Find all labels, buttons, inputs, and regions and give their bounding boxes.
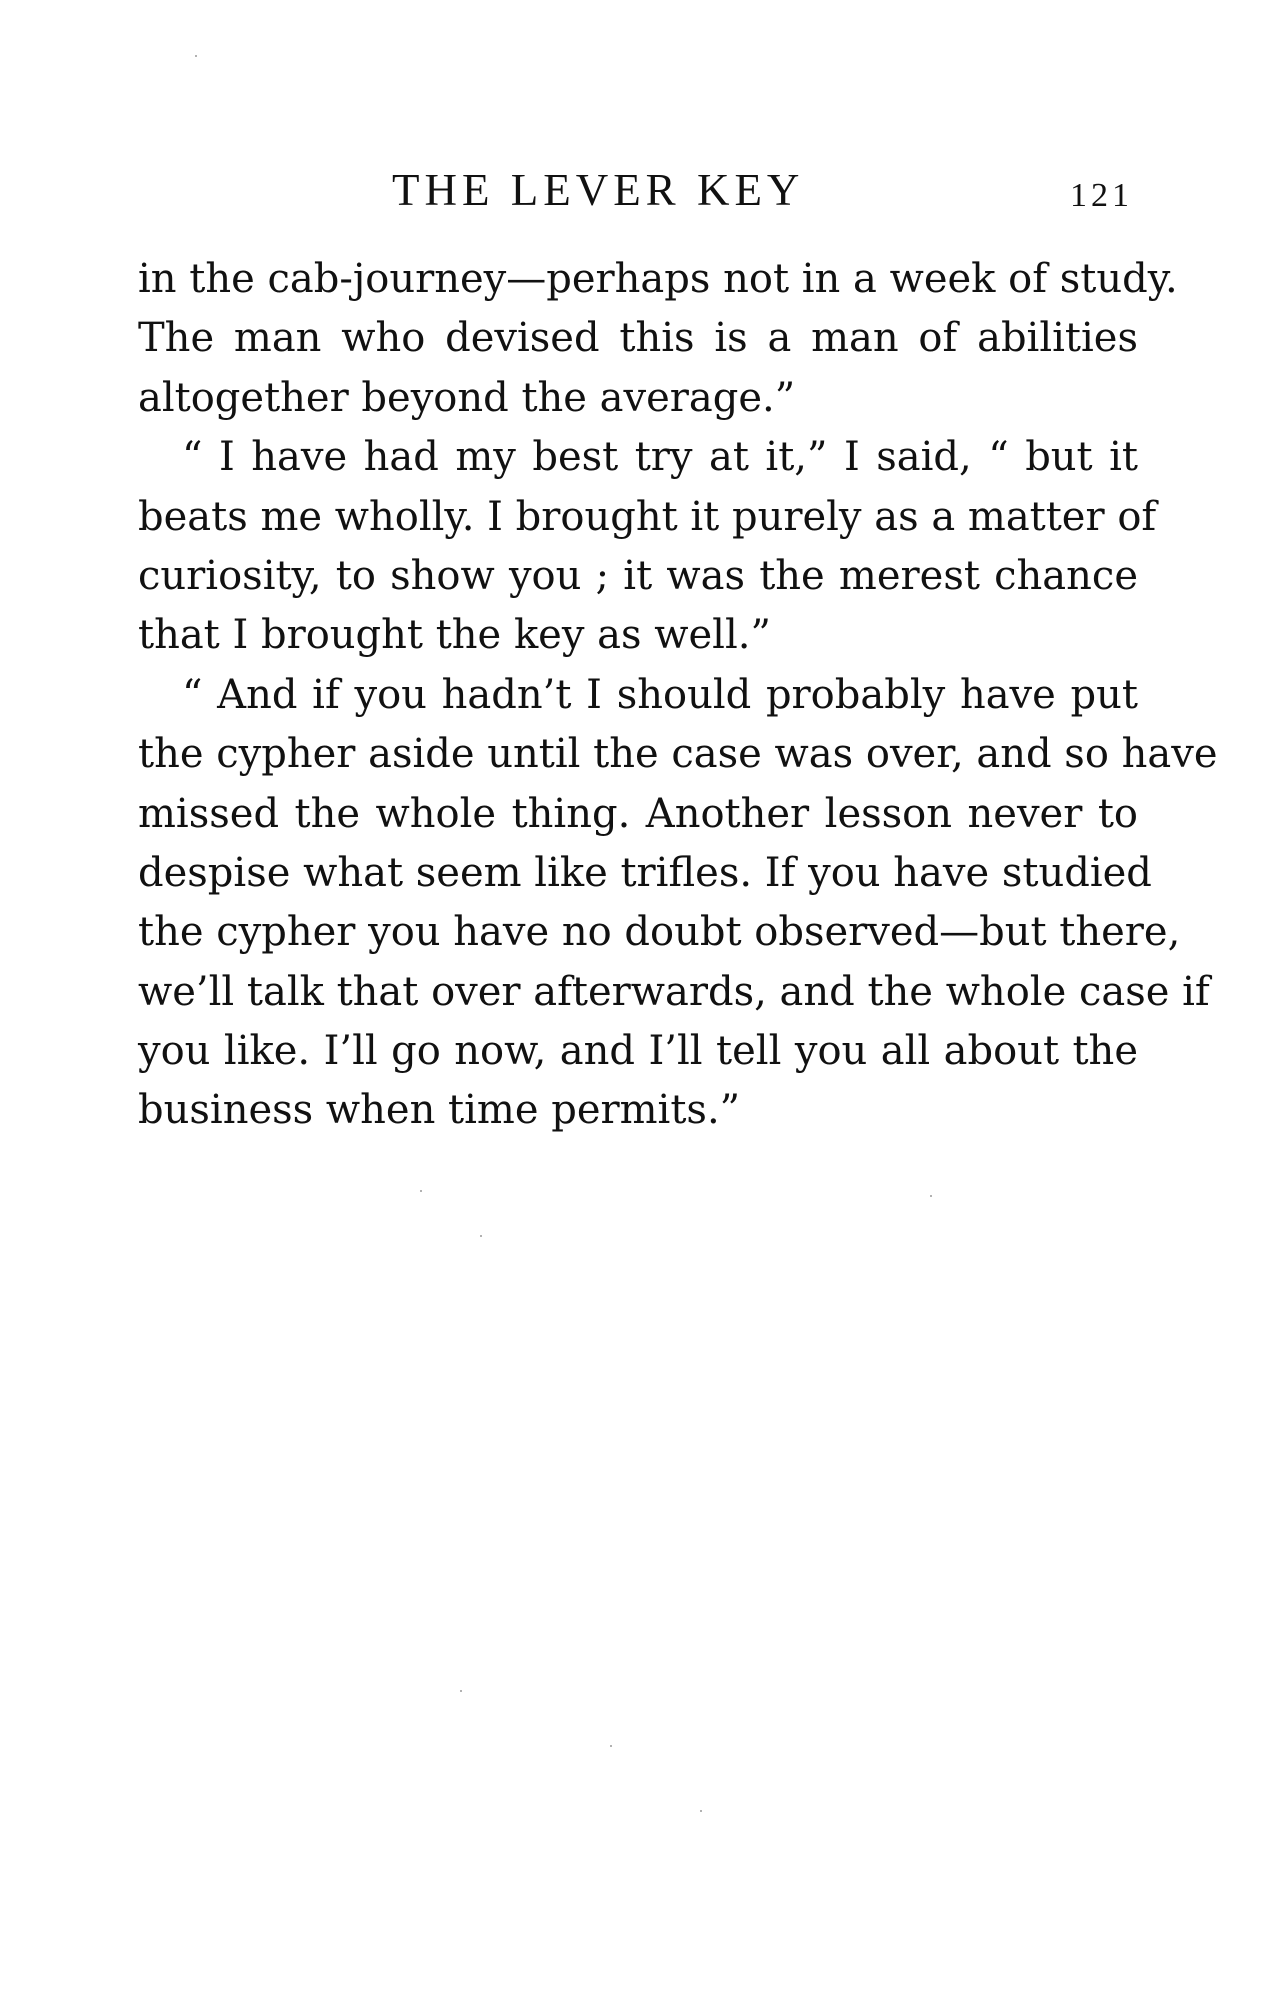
text-line: in the cab-journey—perhaps not in a week of study. — [138, 256, 1178, 302]
text-line: altogether beyond the average.” — [138, 374, 796, 421]
body-text — [138, 250, 1218, 1141]
text-line: business when time permits.” — [138, 1087, 741, 1134]
text-line: beats me wholly. I brought it purely as a matter of — [138, 493, 1157, 540]
text-line: the cypher aside until the case was over, and so have — [138, 731, 1218, 778]
text-line: The man who devised this is a man of abilities — [138, 315, 1138, 362]
text-line: that I brought the key as well.” — [138, 612, 771, 659]
running-head — [0, 160, 1277, 220]
text-line: “ I have had my best try at it,” I said, “ but it — [182, 434, 1138, 481]
text-line: despise what seem like trifles. If you have studied — [138, 849, 1152, 896]
paragraph-2 — [138, 428, 1157, 666]
text-line: the cypher you have no doubt observed—but there, — [138, 909, 1181, 956]
scan-speck — [460, 1690, 462, 1692]
text-line: “ And if you hadn’t I should probably have put — [182, 671, 1138, 718]
scan-speck — [480, 1235, 482, 1237]
text-line: curiosity, to show you ; it was the merest chance — [138, 552, 1138, 599]
paragraph-1 — [138, 250, 1178, 428]
text-line: you like. I’ll go now, and I’ll tell you all about the — [138, 1028, 1138, 1075]
page-number: 121 — [1070, 177, 1133, 214]
scan-speck — [195, 55, 197, 57]
scan-speck — [420, 1190, 422, 1192]
scan-speck — [930, 1195, 932, 1197]
running-title: THE LEVER KEY — [392, 165, 805, 215]
paragraph-3 — [138, 666, 1218, 1141]
text-line: missed the whole thing. Another lesson never to — [138, 790, 1138, 837]
text-line: we’ll talk that over afterwards, and the whole case if — [138, 968, 1210, 1015]
scan-speck — [610, 1745, 612, 1747]
scan-speck — [700, 1810, 702, 1812]
